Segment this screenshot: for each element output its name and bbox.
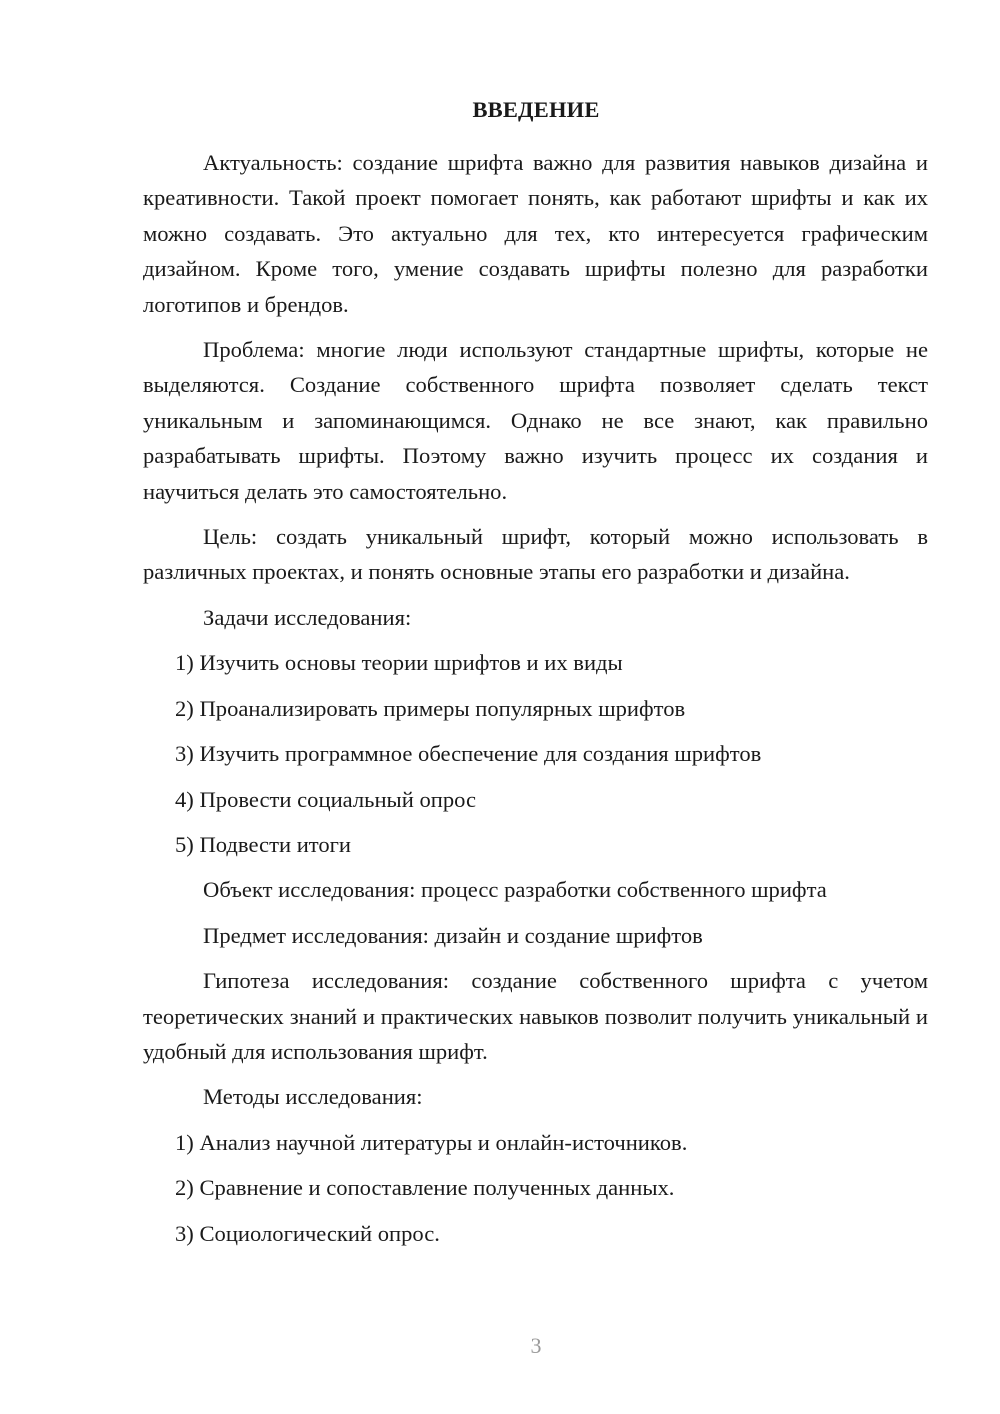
task-item: 4) Провести социальный опрос <box>175 786 477 812</box>
method-item: 3) Социологический опрос. <box>175 1220 440 1246</box>
tasks-section <box>143 600 928 953</box>
problem-paragraph: Проблема: многие люди используют стандартные шрифты, которые не выделяются. Создание собственного шрифта позволяет сделать текст уникальным и запоминающимся. Однако не все знают, как правильно разрабатывать шрифты. Поэтому важно изучить процесс их создания и научиться делать это самостоятельно. <box>143 337 928 504</box>
section-heading: ВВЕДЕНИЕ <box>472 97 600 122</box>
document-body <box>143 145 928 1251</box>
task-item: 1) Изучить основы теории шрифтов и их виды <box>175 650 623 676</box>
research-subject: Предмет исследования: дизайн и создание шрифтов <box>203 922 703 948</box>
task-item: 3) Изучить программное обеспечение для создания шрифтов <box>175 741 762 767</box>
methods-heading: Методы исследования: <box>203 1084 423 1110</box>
task-item: 2) Проанализировать примеры популярных шрифтов <box>175 695 686 721</box>
tasks-heading: Задачи исследования: <box>203 604 412 630</box>
relevance-paragraph: Актуальность: создание шрифта важно для развития навыков дизайна и креативности. Такой проект помогает понять, как работают шрифты и как их можно создавать. Это актуально для тех, кто интересуется графическим дизайном. Кроме того, умение создавать шрифты полезно для разработки логотипов и брендов. <box>143 150 928 317</box>
hypothesis-paragraph: Гипотеза исследования: создание собственного шрифта с учетом теоретических знаний и практических навыков позволит получить уникальный и удобный для использования шрифт. <box>143 968 928 1064</box>
research-object: Объект исследования: процесс разработки собственного шрифта <box>203 877 827 903</box>
page-number: 3 <box>530 1333 542 1358</box>
methods-section <box>143 1079 928 1251</box>
method-item: 1) Анализ научной литературы и онлайн-источников. <box>175 1129 688 1155</box>
task-item: 5) Подвести итоги <box>175 831 352 857</box>
goal-paragraph: Цель: создать уникальный шрифт, который можно использовать в различных проектах, и понять основные этапы его разработки и дизайна. <box>143 524 928 585</box>
method-item: 2) Сравнение и сопоставление полученных данных. <box>175 1175 675 1201</box>
